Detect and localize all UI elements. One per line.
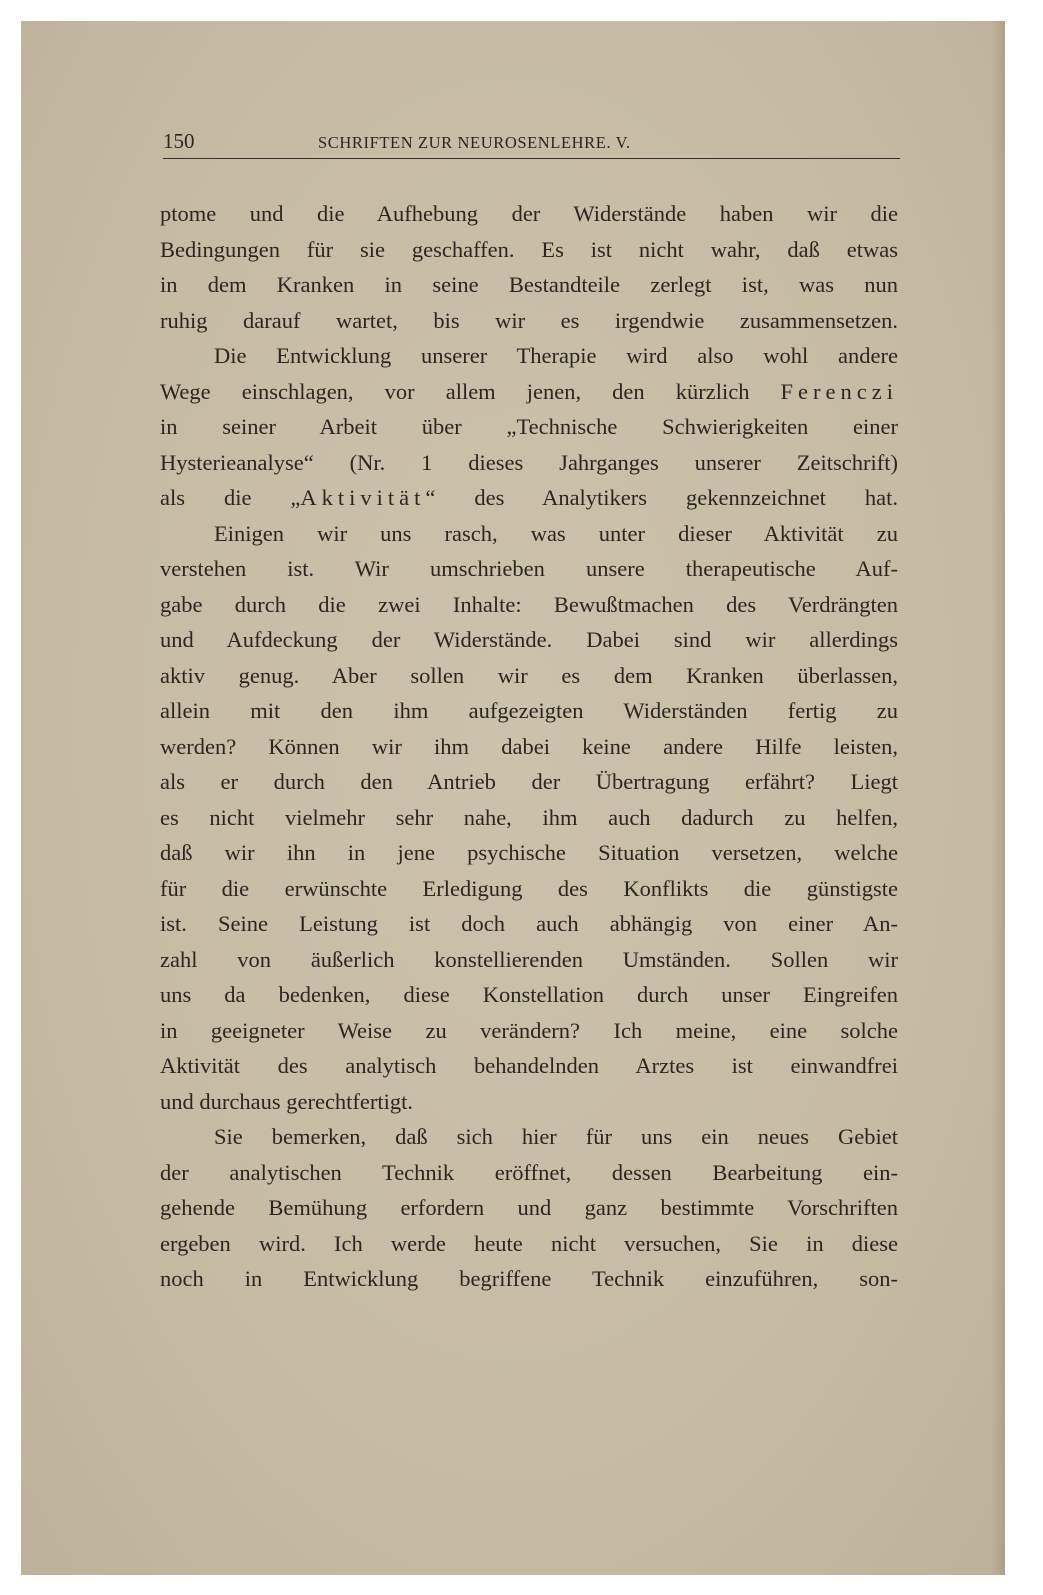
text-line	[160, 1013, 898, 1049]
text-line	[160, 1048, 898, 1084]
page-edge-shadow	[991, 21, 1005, 1575]
spaced-emphasis: Aktivität	[300, 485, 426, 510]
text-line	[160, 800, 898, 836]
book-page	[21, 21, 1005, 1575]
text-segment: daß wir ihn in jene psychische Situation versetzen, welche	[160, 840, 898, 865]
text-segment: ist. Seine Leistung ist doch auch abhängig von einer An-	[160, 911, 898, 936]
text-segment: “ des Analytikers gekennzeichnet hat.	[425, 485, 898, 510]
text-line	[160, 516, 898, 552]
text-line	[160, 232, 898, 268]
text-segment: und durchaus gerechtfertigt.	[160, 1088, 414, 1114]
text-line	[160, 409, 898, 445]
text-segment: und Aufdeckung der Widerstände. Dabei sind wir allerdings	[160, 627, 898, 652]
text-segment: in geeigneter Weise zu verändern? Ich meine, eine solche	[160, 1017, 898, 1043]
text-segment: gabe durch die zwei Inhalte: Bewußtmachen des Verdrängten	[160, 591, 898, 617]
text-segment: es nicht vielmehr sehr nahe, ihm auch dadurch zu helfen,	[160, 804, 898, 830]
text-line	[160, 658, 898, 694]
running-title: SCHRIFTEN ZUR NEUROSENLEHRE. V.	[318, 133, 631, 152]
text-segment: werden? Können wir ihm dabei keine andere Hilfe leisten,	[160, 733, 898, 759]
text-line	[160, 906, 898, 942]
text-line	[160, 338, 898, 374]
text-line	[160, 1190, 898, 1226]
text-segment: uns da bedenken, diese Konstellation durch unser Eingreifen	[160, 982, 898, 1007]
text-line	[160, 871, 898, 907]
text-segment: aktiv genug. Aber sollen wir es dem Kranken überlassen,	[160, 662, 898, 688]
text-segment: für die erwünschte Erledigung des Konflikts die günstigste	[160, 875, 898, 901]
page-number: 150	[163, 129, 195, 153]
text-segment: Wege einschlagen, vor allem jenen, den kürzlich	[160, 378, 781, 404]
text-segment: in dem Kranken in seine Bestandteile zerlegt ist, was nun	[160, 272, 898, 297]
text-line	[160, 551, 898, 587]
text-segment: zahl von äußerlich konstellierenden Umständen. Sollen wir	[160, 946, 898, 972]
text-segment: Sie bemerken, daß sich hier für uns ein neues Gebiet	[214, 1124, 898, 1149]
text-segment: ruhig darauf wartet, bis wir es irgendwie zusammensetzen.	[160, 307, 898, 333]
text-segment: noch in Entwicklung begriffene Technik einzuführen, son-	[160, 1266, 898, 1291]
text-segment: der analytischen Technik eröffnet, dessen Bearbeitung ein-	[160, 1159, 898, 1185]
text-line	[160, 196, 898, 232]
text-line	[160, 835, 898, 871]
text-segment: Aktivität des analytisch behandelnden Arztes ist einwandfrei	[160, 1053, 898, 1078]
body-text	[160, 196, 898, 1297]
text-line	[160, 977, 898, 1013]
text-line	[160, 480, 898, 516]
header-rule	[163, 158, 900, 159]
text-line	[160, 374, 898, 410]
text-segment: ptome und die Aufhebung der Widerstände haben wir die	[160, 201, 898, 226]
text-line	[160, 445, 898, 481]
text-line	[160, 764, 898, 800]
text-line	[160, 1226, 898, 1262]
text-line	[160, 303, 898, 339]
text-line	[160, 1261, 898, 1297]
text-line	[160, 1084, 898, 1120]
text-segment: ergeben wird. Ich werde heute nicht versuchen, Sie in diese	[160, 1230, 898, 1256]
text-line	[160, 267, 898, 303]
spaced-emphasis: Ferenczi	[780, 378, 898, 404]
text-line	[160, 729, 898, 765]
text-segment: Bedingungen für sie geschaffen. Es ist nicht wahr, daß etwas	[160, 236, 898, 262]
text-segment: gehende Bemühung erfordern und ganz bestimmte Vorschriften	[160, 1195, 898, 1220]
text-segment: Die Entwicklung unserer Therapie wird also wohl andere	[214, 343, 898, 368]
text-segment: allein mit den ihm aufgezeigten Widerständen fertig zu	[160, 698, 898, 723]
text-segment: als er durch den Antrieb der Übertragung erfährt? Liegt	[160, 769, 898, 794]
text-segment: in seiner Arbeit über „Technische Schwierigkeiten einer	[160, 414, 898, 439]
running-header	[163, 129, 900, 159]
text-line	[160, 942, 898, 978]
text-segment: Einigen wir uns rasch, was unter dieser Aktivität zu	[214, 520, 898, 546]
text-line	[160, 587, 898, 623]
text-segment: als die „	[160, 485, 301, 510]
text-line	[160, 1119, 898, 1155]
text-line	[160, 1155, 898, 1191]
text-line	[160, 693, 898, 729]
text-segment: Hysterieanalyse“ (Nr. 1 dieses Jahrganges unserer Zeitschrift)	[160, 449, 898, 475]
text-segment: verstehen ist. Wir umschrieben unsere therapeutische Auf-	[160, 556, 898, 581]
text-line	[160, 622, 898, 658]
